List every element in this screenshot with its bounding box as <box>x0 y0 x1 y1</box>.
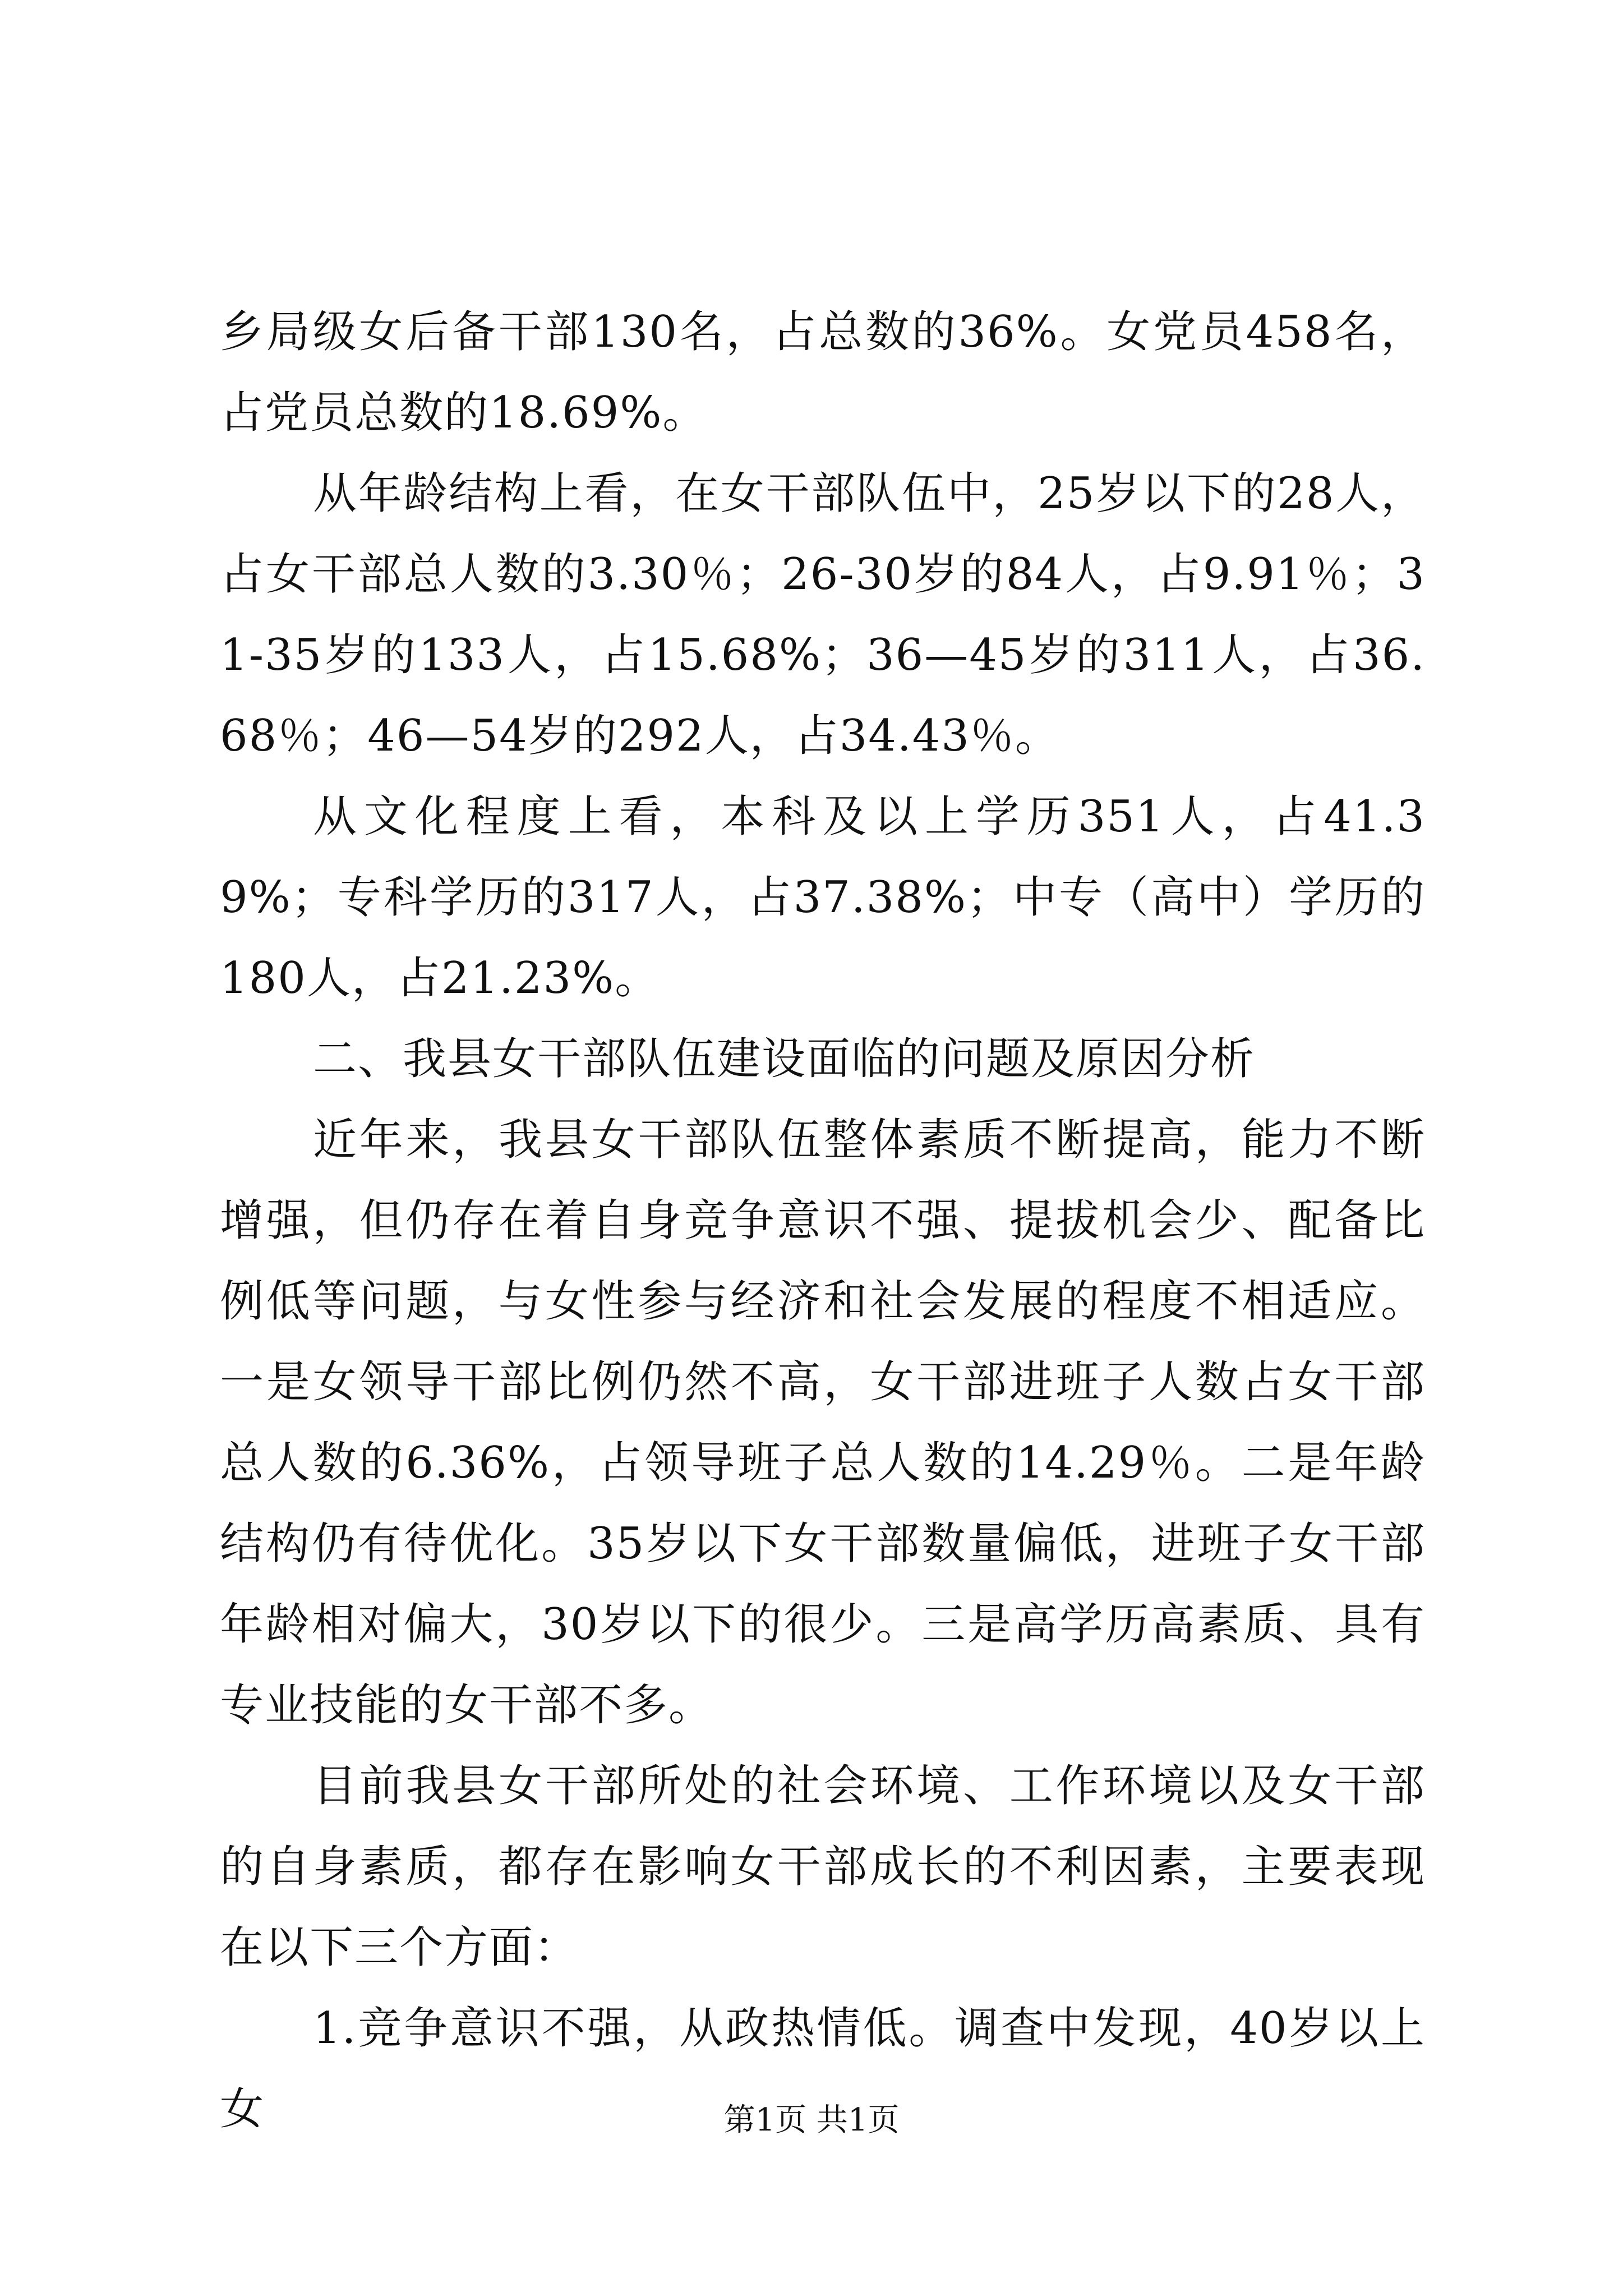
paragraph-problems: 近年来，我县女干部队伍整体素质不断提高，能力不断增强，但仍存在着自身竞争意识不强、提拔机会少、配备比例低等问题，与女性参与经济和社会发展的程度不相适应。一是女领导干部比例仍然不高，女干部进班子人数占女干部总人数的6.36%，占领导班子总人数的14.29％。二是年龄结构仍有待优化。35岁以下女干部数量偏低，进班子女干部年龄相对偏大，30岁以下的很少。三是高学历高素质、具有专业技能的女干部不多。 <box>220 1115 1426 1731</box>
page-footer: 第1页 共1页 <box>723 2102 900 2138</box>
paragraph-education-level: 从文化程度上看，本科及以上学历351人，占41.39%；专科学历的317人，占37.38%；中专（高中）学历的180人，占21.23%。 <box>220 792 1426 1004</box>
paragraph-continuation: 乡局级女后备干部130名，占总数的36%。女党员458名，占党员总数的18.69%。 <box>220 307 1426 438</box>
paragraph-age-structure: 从年龄结构上看，在女干部队伍中，25岁以下的28人，占女干部总人数的3.30％；26-30岁的84人，占9.91％；31-35岁的133人，占15.68%；36—45岁的311人，占36.68％；46—54岁的292人，占34.43％。 <box>220 468 1426 761</box>
document-body <box>220 292 1426 2150</box>
section-heading: 二、我县女干部队伍建设面临的问题及原因分析 <box>313 1034 1256 1084</box>
paragraph-factors: 目前我县女干部所处的社会环境、工作环境以及女干部的自身素质，都存在影响女干部成长的不利因素，主要表现在以下三个方面： <box>220 1761 1426 1973</box>
paragraph-item-1: 1.竞争意识不强，从政热情低。调查中发现，40岁以上女 <box>220 2003 1426 2134</box>
